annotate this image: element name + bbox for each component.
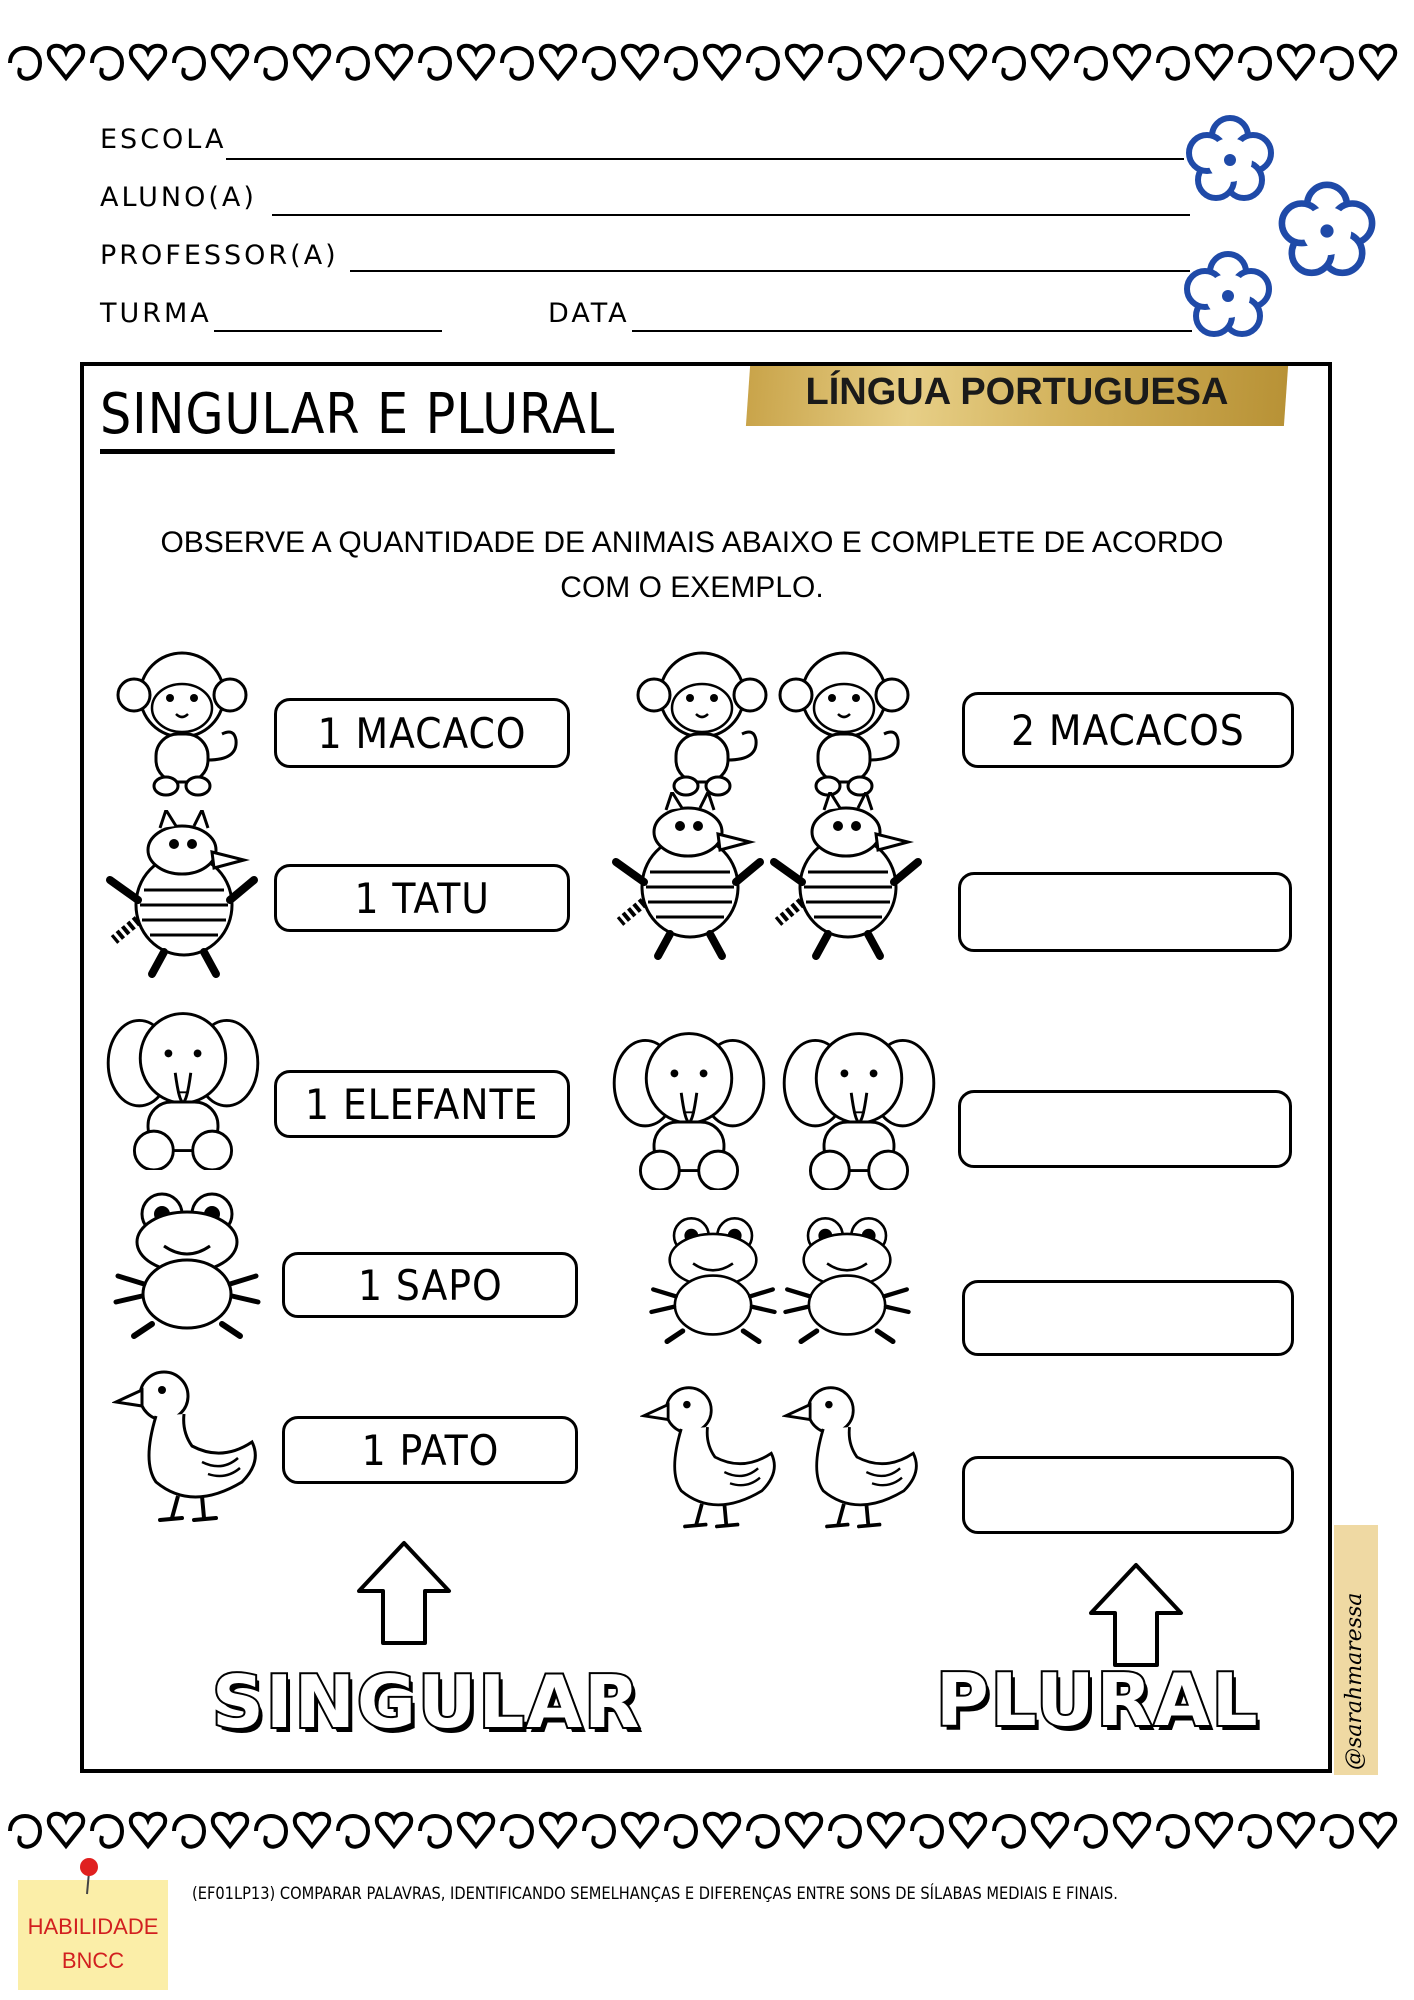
singular-text: 1 TATU <box>354 873 490 923</box>
duck-icon <box>782 1378 932 1538</box>
plural-answer-box[interactable] <box>958 1090 1292 1168</box>
plural-box <box>962 692 1294 768</box>
singular-box <box>282 1416 578 1484</box>
singular-text: 1 SAPO <box>357 1260 503 1310</box>
singular-text: 1 MACACO <box>317 708 527 758</box>
plural-answer-box[interactable] <box>958 872 1292 952</box>
up-arrow-icon <box>1088 1562 1184 1668</box>
armadillo-icon <box>104 810 264 980</box>
singular-box <box>274 698 570 768</box>
plural-answer-box[interactable] <box>962 1280 1294 1356</box>
frog-icon <box>112 1184 262 1344</box>
flower-icon <box>1178 246 1278 346</box>
note-text <box>18 1910 168 1978</box>
professor-label: PROFESSOR(A) <box>100 240 339 271</box>
credit-text: @sarahmaressa <box>1342 1592 1367 1770</box>
monkey-icon <box>774 640 914 800</box>
flower-icon <box>1180 110 1280 210</box>
aluno-field[interactable] <box>272 214 1190 216</box>
plural-heading: PLURAL <box>936 1658 1260 1742</box>
pushpin-icon <box>76 1856 102 1896</box>
armadillo-icon <box>610 792 770 962</box>
turma-label: TURMA <box>100 298 212 329</box>
subject-label: LÍNGUA PORTUGUESA <box>805 371 1229 413</box>
singular-text: 1 PATO <box>361 1425 499 1475</box>
monkey-icon <box>632 640 772 800</box>
flower-icon <box>1272 176 1382 286</box>
instruction-line-2: COM O EXEMPLO. <box>560 571 824 604</box>
instruction-line-1: OBSERVE A QUANTIDADE DE ANIMAIS ABAIXO E COMPLETE DE ACORDO <box>160 526 1224 559</box>
escola-label: ESCOLA <box>100 124 227 155</box>
bottom-border-decoration <box>0 1806 1414 1856</box>
data-field[interactable] <box>632 330 1192 332</box>
data-label: DATA <box>548 298 630 329</box>
frog-icon <box>648 1204 778 1354</box>
instruction-text <box>100 520 1284 610</box>
plural-answer-box[interactable] <box>962 1456 1294 1534</box>
singular-box <box>282 1252 578 1318</box>
singular-box <box>274 864 570 932</box>
elephant-icon <box>98 1000 268 1170</box>
singular-box <box>274 1070 570 1138</box>
bncc-skill-text: (EF01LP13) COMPARAR PALAVRAS, IDENTIFICANDO SEMELHANÇAS E DIFERENÇAS ENTRE SONS DE SÍLABAS MEDIAIS E FINAIS. <box>192 1884 1118 1904</box>
professor-field[interactable] <box>350 270 1190 272</box>
singular-text: 1 ELEFANTE <box>305 1079 539 1129</box>
note-line-1: HABILIDADE <box>27 1914 159 1939</box>
elephant-icon <box>604 1020 774 1190</box>
top-border-decoration <box>0 38 1414 88</box>
note-line-2: BNCC <box>61 1948 125 1973</box>
armadillo-icon <box>768 792 928 962</box>
frog-icon <box>782 1204 912 1354</box>
escola-field[interactable] <box>226 158 1184 160</box>
duck-icon <box>640 1378 790 1538</box>
monkey-icon <box>112 640 252 800</box>
plural-text: 2 MACACOS <box>1011 705 1245 755</box>
elephant-icon <box>774 1020 944 1190</box>
singular-heading: SINGULAR <box>212 1660 642 1744</box>
up-arrow-icon <box>356 1540 452 1646</box>
turma-field[interactable] <box>214 330 442 332</box>
page-title: SINGULAR E PLURAL <box>100 382 615 454</box>
duck-icon <box>112 1362 272 1532</box>
aluno-label: ALUNO(A) <box>100 182 257 213</box>
